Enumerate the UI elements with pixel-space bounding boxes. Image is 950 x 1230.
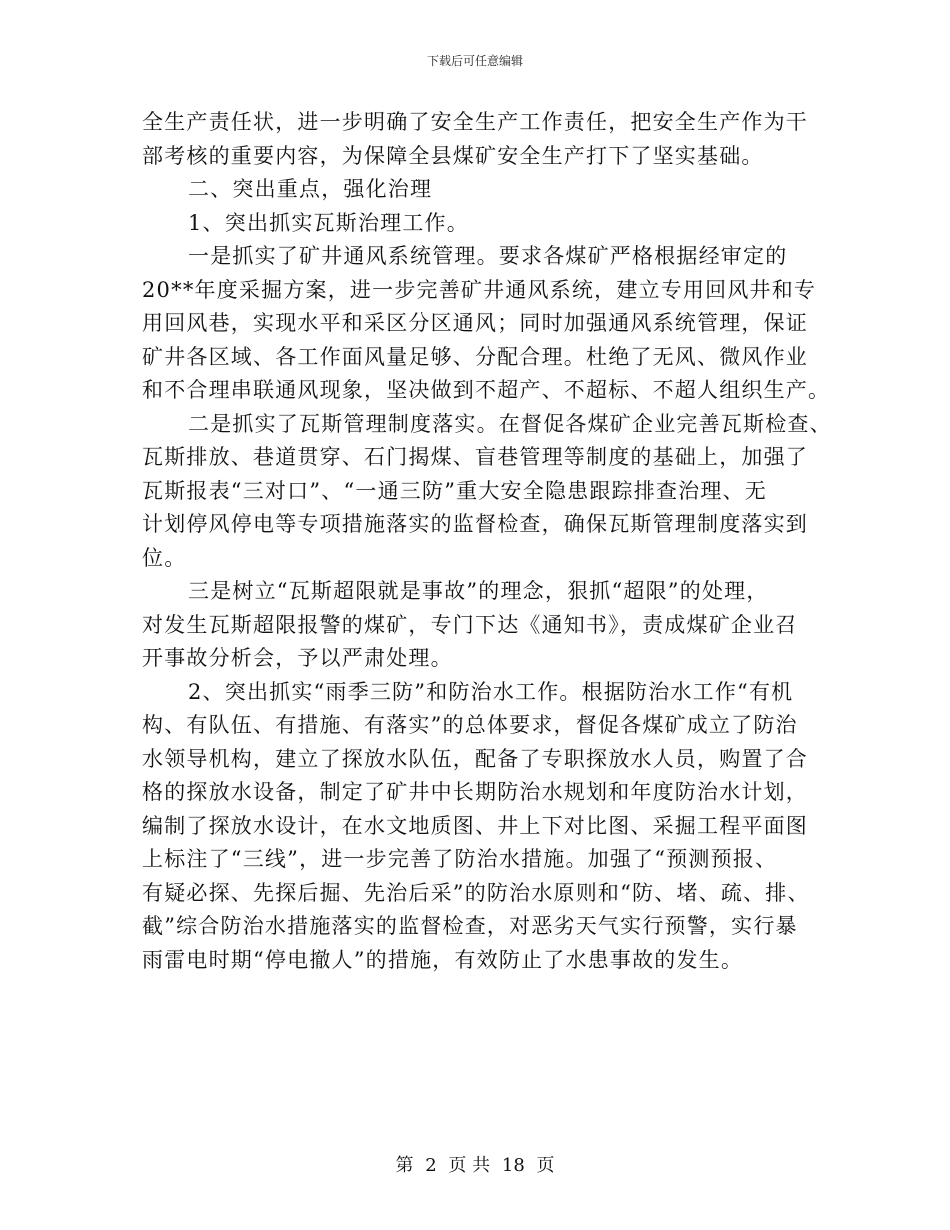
text-line: 2、突出抓实“雨季三防”和防治水工作。根据防治水工作“有机 [188,679,794,704]
text-line: 1、突出抓实瓦斯治理工作。 [188,210,469,235]
text-line: 上标注了“三线”，进一步完善了防治水措施。加强了“预测预报、 [142,847,778,871]
text-line: 二是抓实了瓦斯管理制度落实。在督促各煤矿企业完善瓦斯检查、 [188,411,832,436]
text-line: 对发生瓦斯超限报警的煤矿，专门下达《通知书》，责成煤矿企业召 [142,612,798,637]
text-line: 20**年度采掘方案，进一步完善矿井通风系统，建立专用回风井和专 [142,277,817,302]
text-line: 水领导机构，建立了探放水队伍，配备了专职探放水人员，购置了合 [142,746,808,771]
text-line: 部考核的重要内容，为保障全县煤矿安全生产打下了坚实基础。 [142,143,764,168]
text-line: 格的探放水设备，制定了矿井中长期防治水规划和年度防治水计划， [142,780,808,804]
footer-suffix: 页 [536,1155,555,1176]
text-line: 瓦斯排放、巷道贯穿、石门揭煤、盲巷管理等制度的基础上，加强了 [142,445,808,469]
footer-prefix: 第 [395,1155,414,1176]
footer-total-pages: 18 [501,1155,525,1176]
document-body [142,106,832,977]
page-header: 下载后可任意编辑 [426,54,523,68]
text-line: 雨雷电时期“停电撤人”的措施，有效防止了水患事故的发生。 [142,947,744,972]
text-line: 编制了探放水设计，在水文地质图、井上下对比图、采掘工程平面图 [142,813,808,838]
text-line: 有疑必探、先探后掘、先治后采”的防治水原则和“防、堵、疏、排、 [142,880,810,905]
footer-page-number: 2 [425,1155,437,1176]
text-line: 开事故分析会，予以严肃处理。 [142,646,453,670]
text-line: 二、突出重点，强化治理 [188,177,433,201]
text-line: 瓦斯报表“三对口”、“一通三防”重大安全隐患跟踪排查治理、无 [142,478,767,503]
text-line: 全生产责任状，进一步明确了安全生产工作责任，把安全生产作为干 [142,110,808,134]
footer-middle: 页 共 [448,1155,491,1176]
text-line: 一是抓实了矿井通风系统管理。要求各煤矿严格根据经审定的 [188,244,788,268]
text-line: 位。 [142,545,187,570]
text-line: 截”综合防治水措施落实的监督检查，对恶劣天气实行预警，实行暴 [142,914,798,938]
text-line: 构、有队伍、有措施、有落实”的总体要求，督促各煤矿成立了防治 [142,713,798,737]
text-line: 三是树立“瓦斯超限就是事故”的理念，狠抓“超限”的处理， [188,579,769,603]
page-footer [0,1155,950,1177]
text-line: 计划停风停电等专项措施落实的监督检查，确保瓦斯管理制度落实到 [142,512,808,536]
text-line: 和不合理串联通风现象，坚决做到不超产、不超标、不超人组织生产。 [142,378,831,402]
text-line: 用回风巷，实现水平和采区分区通风；同时加强通风系统管理，保证 [142,311,808,335]
text-line: 矿井各区域、各工作面风量足够、分配合理。杜绝了无风、微风作业 [142,344,808,369]
